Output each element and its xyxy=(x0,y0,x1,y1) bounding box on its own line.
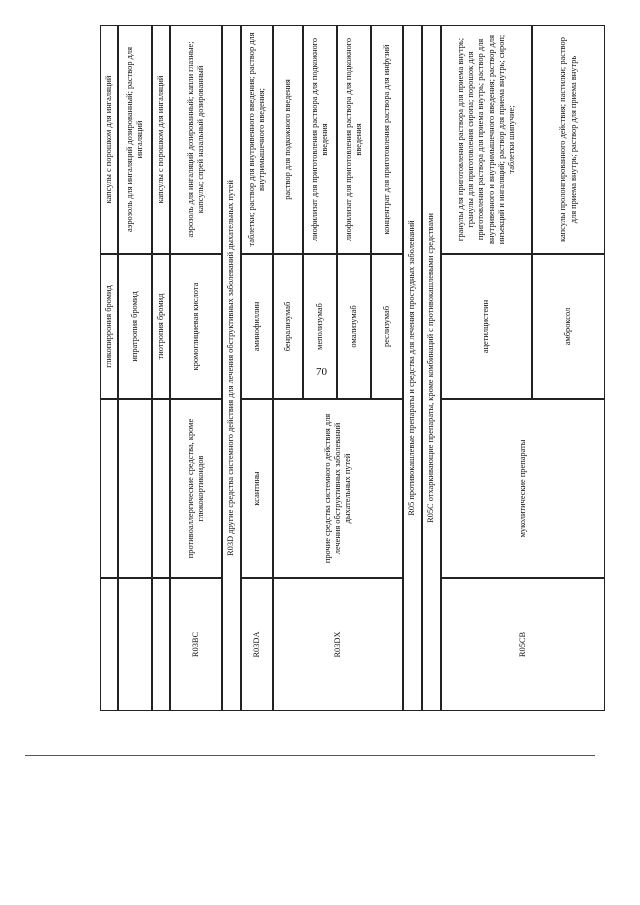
medication-table xyxy=(100,25,605,711)
dosage-form-cell: капсулы с порошком для ингаляций xyxy=(100,25,118,254)
dosage-form-cell: концентрат для приготовления раствора для инфузий xyxy=(371,25,403,254)
drug-name-cell: кромоглициевая кислота xyxy=(170,254,222,399)
dosage-form-cell: гранулы для приготовления раствора для приема внутрь; гранулы для приготовления сиропа; порошок для приготовления раствора для приема внутрь; раствор для внутривенного и внутримышечного введения; раствор для инъекций и ингаляций; раствор для приема внутрь; сироп; таблетки шипучие; xyxy=(441,25,532,254)
dosage-form-cell: раствор для подкожного введения xyxy=(273,25,303,254)
drug-name-cell: аминофиллин xyxy=(241,254,273,399)
drug-name-cell: тиотропия бромид xyxy=(152,254,170,399)
dosage-form-cell: лиофилизат для приготовления раствора для подкожного введения xyxy=(337,25,371,254)
drug-name-cell: амброксол xyxy=(532,254,605,399)
page-number: 70 xyxy=(316,366,327,378)
section-header-row: R03D другие средства системного действия для лечения обструктивных заболеваний дыхательных путей xyxy=(222,25,241,711)
drug-name-cell: омализумаб xyxy=(337,254,371,399)
code-cell-empty xyxy=(100,578,118,711)
dosage-form-cell: капсулы пролонгированного действия; пастилки; раствор для приема внутрь; раствор для приема внутрь xyxy=(532,25,605,254)
page-bottom-rule xyxy=(25,755,595,756)
group-cell-empty xyxy=(118,399,152,578)
code-cell-empty xyxy=(152,578,170,711)
code-cell-empty xyxy=(118,578,152,711)
atc-code-cell: R05CB xyxy=(441,578,605,711)
drug-name-cell: ацетилцистеин xyxy=(441,254,532,399)
dosage-form-cell: аэрозоль для ингаляций дозированный; капли глазные; капсулы; спрей назальный дозированный xyxy=(170,25,222,254)
atc-code-cell: R03DA xyxy=(241,578,273,711)
pharmacological-group-cell: муколитические препараты xyxy=(441,399,605,578)
group-cell-empty xyxy=(152,399,170,578)
drug-name-cell: ипратропия бромид xyxy=(118,254,152,399)
atc-code-cell: R03DX xyxy=(273,578,403,711)
section-header-row: R05C отхаркивающие препараты, кроме комбинаций с противокашлевыми средствами xyxy=(422,25,441,711)
group-cell-empty xyxy=(100,399,118,578)
pharmacological-group-cell: прочие средства системного действия для лечения обструктивных заболеваний дыхательных путей xyxy=(273,399,403,578)
drug-name-cell: гликопиррония бромид xyxy=(100,254,118,399)
dosage-form-cell: аэрозоль для ингаляций дозированный; раствор для ингаляций xyxy=(118,25,152,254)
drug-name-cell: бенрализумаб xyxy=(273,254,303,399)
section-header-row: R05 противокашлевые препараты и средства для лечения простудных заболеваний xyxy=(403,25,422,711)
drug-name-cell: реслизумаб xyxy=(371,254,403,399)
dosage-form-cell: капсулы с порошком для ингаляций xyxy=(152,25,170,254)
atc-code-cell: R03BC xyxy=(170,578,222,711)
pharmacological-group-cell: противоаллергические средства, кроме глюкокортикоидов xyxy=(170,399,222,578)
document-table-viewport xyxy=(100,25,605,711)
dosage-form-cell: таблетки; раствор для внутривенного введения; раствор для внутримышечного введения; xyxy=(241,25,273,254)
pharmacological-group-cell: ксантины xyxy=(241,399,273,578)
dosage-form-cell: лиофилизат для приготовления раствора для подкожного введения xyxy=(303,25,337,254)
drug-name-cell: меполизумаб xyxy=(303,254,337,399)
